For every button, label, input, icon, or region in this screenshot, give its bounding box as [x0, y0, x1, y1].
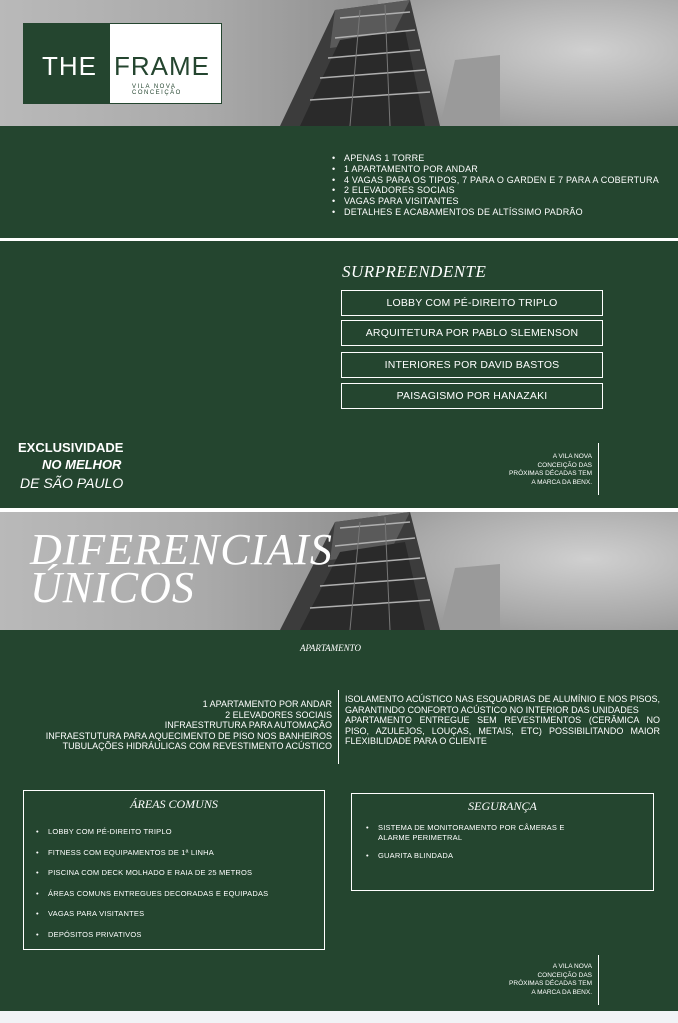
list-item: ISOLAMENTO ACÚSTICO NAS ESQUADRIAS DE ALUMÍNIO E NOS PISOS, GARANTINDO CONFORTO ACÚSTICO NO INTERIOR DAS UNIDADES [345, 694, 660, 715]
apartamento-divider [338, 690, 339, 764]
feature-box-paisagismo: PAISAGISMO POR HANAZAKI [341, 383, 603, 409]
building-image [240, 0, 500, 126]
list-item: • PISCINA COM DECK MOLHADO E RAIA DE 25 METROS [36, 868, 268, 889]
list-item: 2 ELEVADORES SOCIAIS [225, 709, 332, 720]
logo-the-text: THE [42, 51, 97, 81]
list-item: • VAGAS PARA VISITANTES [36, 909, 268, 930]
areas-comuns-list [36, 827, 268, 951]
feature-box-lobby: LOBBY COM PÉ-DIREITO TRIPLO [341, 290, 603, 316]
logo-subtitle: VILA NOVA CONCEIÇÃO [132, 84, 182, 96]
seguranca-panel [351, 793, 654, 891]
logo-frame-text: FRAME [114, 51, 210, 81]
building-photo-banner [0, 0, 678, 126]
list-item: • 4 VAGAS PARA OS TIPOS, 7 PARA O GARDEN E 7 PARA A COBERTURA [332, 175, 659, 186]
page-1 [0, 0, 678, 508]
the-frame-logo [23, 23, 222, 104]
list-item: • SISTEMA DE MONITORAMENTO POR CÂMERAS E ALARME PERIMETRAL [366, 823, 566, 843]
list-item: 1 APARTAMENTO POR ANDAR [202, 699, 332, 709]
list-item: INFRAESTRUTURA PARA AUTOMAÇÃO [164, 720, 332, 731]
list-item: APARTAMENTO ENTREGUE SEM REVESTIMENTOS (CERÂMICA NO PISO, AZULEJOS, LOUÇAS, METAIS, ETC) POSSIBILITANDO MAIOR FLEXIBILIDADE PARA O CLIENTE [345, 715, 660, 747]
exclusividade-line2: NO MELHOR [42, 457, 122, 472]
list-item: INFRAESTUTURA PARA AQUECIMENTO DE PISO NOS BANHEIROS [45, 730, 332, 741]
list-item: • DETALHES E ACABAMENTOS DE ALTÍSSIMO PADRÃO [332, 207, 659, 218]
seguranca-list [366, 823, 566, 869]
seguranca-title: SEGURANÇA [468, 799, 537, 813]
list-item: • ÁREAS COMUNS ENTREGUES DECORADAS E EQUIPADAS [36, 889, 268, 910]
list-item: • APENAS 1 TORRE [332, 153, 659, 164]
tagline: A VILA NOVA CONCEIÇÃO DAS PRÓXIMAS DÉCADAS TEM A MARCA DA BENX. [509, 453, 592, 486]
apartamento-left-list [30, 699, 332, 752]
feature-box-arquitetura: ARQUITETURA POR PABLO SLEMENSON [341, 320, 603, 346]
feature-box-interiores: INTERIORES POR DAVID BASTOS [341, 352, 603, 378]
list-item: • GUARITA BLINDADA [366, 851, 566, 861]
areas-comuns-panel [23, 790, 325, 950]
exclusividade-line3: DE SÃO PAULO [20, 475, 124, 491]
apartamento-right-list [345, 694, 660, 747]
tagline-divider [598, 443, 599, 495]
surpreendente-title: SURPREENDENTE [342, 262, 487, 281]
list-item: • LOBBY COM PÉ-DIREITO TRIPLO [36, 827, 268, 848]
list-item: • VAGAS PARA VISITANTES [332, 196, 659, 207]
list-item: TUBULAÇÕES HIDRÁULICAS COM REVESTIMENTO ACÚSTICO [62, 741, 332, 752]
diferenciais-title: DIFERENCIAIS ÚNICOS [30, 525, 333, 612]
areas-comuns-title: ÁREAS COMUNS [130, 797, 218, 811]
tagline-divider [598, 955, 599, 1005]
viewer-bottom-bar [0, 1011, 678, 1023]
list-item: • 1 APARTAMENTO POR ANDAR [332, 164, 659, 175]
apartamento-heading: APARTAMENTO [300, 643, 362, 653]
list-item: • DEPÓSITOS PRIVATIVOS [36, 930, 268, 951]
list-item: • 2 ELEVADORES SOCIAIS [332, 185, 659, 196]
exclusividade-line1: EXCLUSIVIDADE [18, 440, 124, 455]
list-item: • FITNESS COM EQUIPAMENTOS DE 1ª LINHA [36, 848, 268, 869]
tagline: A VILA NOVA CONCEIÇÃO DAS PRÓXIMAS DÉCADAS TEM A MARCA DA BENX. [509, 963, 592, 996]
features-list [332, 153, 659, 218]
